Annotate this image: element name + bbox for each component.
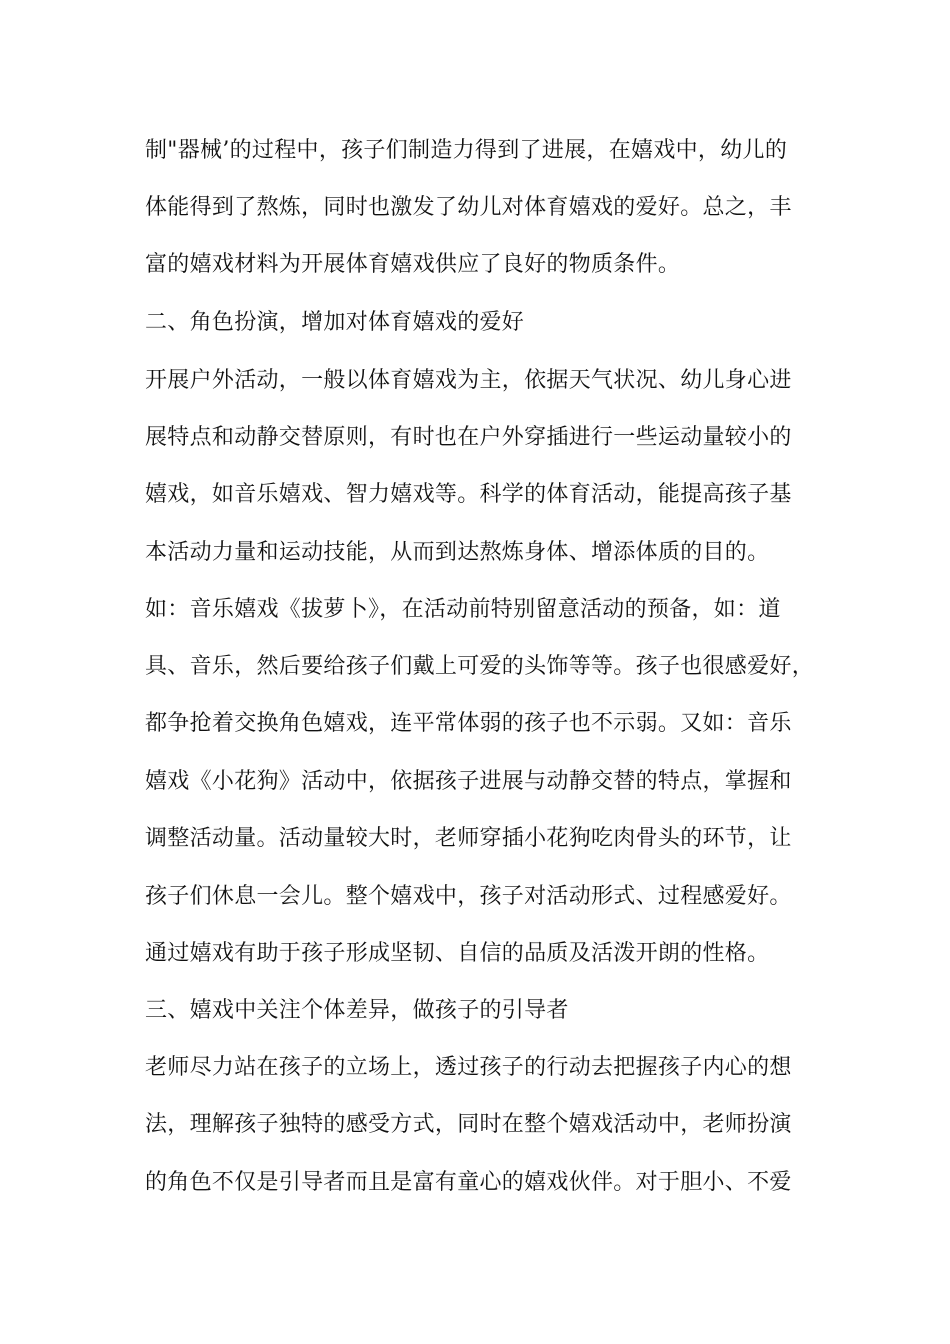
text-line: 嬉戏《小花狗》活动中，依据孩子进展与动静交替的特点，掌握和 [145,769,792,794]
text-line: 本活动力量和运动技能，从而到达熬炼身体、增添体质的目的。 [145,540,770,565]
text-line: 体能得到了熬炼，同时也激发了幼儿对体育嬉戏的爱好。总之，丰 [145,195,792,220]
section-heading: 二、角色扮演，增加对体育嬉戏的爱好 [145,310,525,335]
text-line: 开展户外活动，一般以体育嬉戏为主，依据天气状况、幼儿身心进 [145,368,792,393]
text-line: 展特点和动静交替原则，有时也在户外穿插进行一些运动量较小的 [145,425,792,450]
text-line: 制"器械’的过程中，孩子们制造力得到了进展，在嬉戏中，幼儿的 [145,138,788,163]
text-line: 如：音乐嬉戏《拔萝卜》，在活动前特别留意活动的预备，如：道 [145,597,781,622]
text-line: 具、音乐，然后要给孩子们戴上可爱的头饰等等。孩子也很感爱好， [145,654,815,679]
text-line: 老师尽力站在孩子的立场上，透过孩子的行动去把握孩子内心的想 [145,1055,792,1080]
section-heading: 三、嬉戏中关注个体差异，做孩子的引导者 [145,998,569,1023]
text-line: 嬉戏，如音乐嬉戏、智力嬉戏等。科学的体育活动，能提高孩子基 [145,482,792,507]
text-line: 孩子们休息一会儿。整个嬉戏中，孩子对活动形式、过程感爱好。 [145,884,792,909]
text-line: 法，理解孩子独特的感受方式，同时在整个嬉戏活动中，老师扮演 [145,1112,792,1137]
text-line: 调整活动量。活动量较大时，老师穿插小花狗吃肉骨头的环节，让 [145,826,792,851]
text-line: 都争抢着交换角色嬉戏，连平常体弱的孩子也不示弱。又如：音乐 [145,711,792,736]
text-line: 的角色不仅是引导者而且是富有童心的嬉戏伙伴。对于胆小、不爱 [145,1170,792,1195]
text-line: 通过嬉戏有助于孩子形成坚韧、自信的品质及活泼开朗的性格。 [145,941,770,966]
text-line: 富的嬉戏材料为开展体育嬉戏供应了良好的物质条件。 [145,252,681,277]
